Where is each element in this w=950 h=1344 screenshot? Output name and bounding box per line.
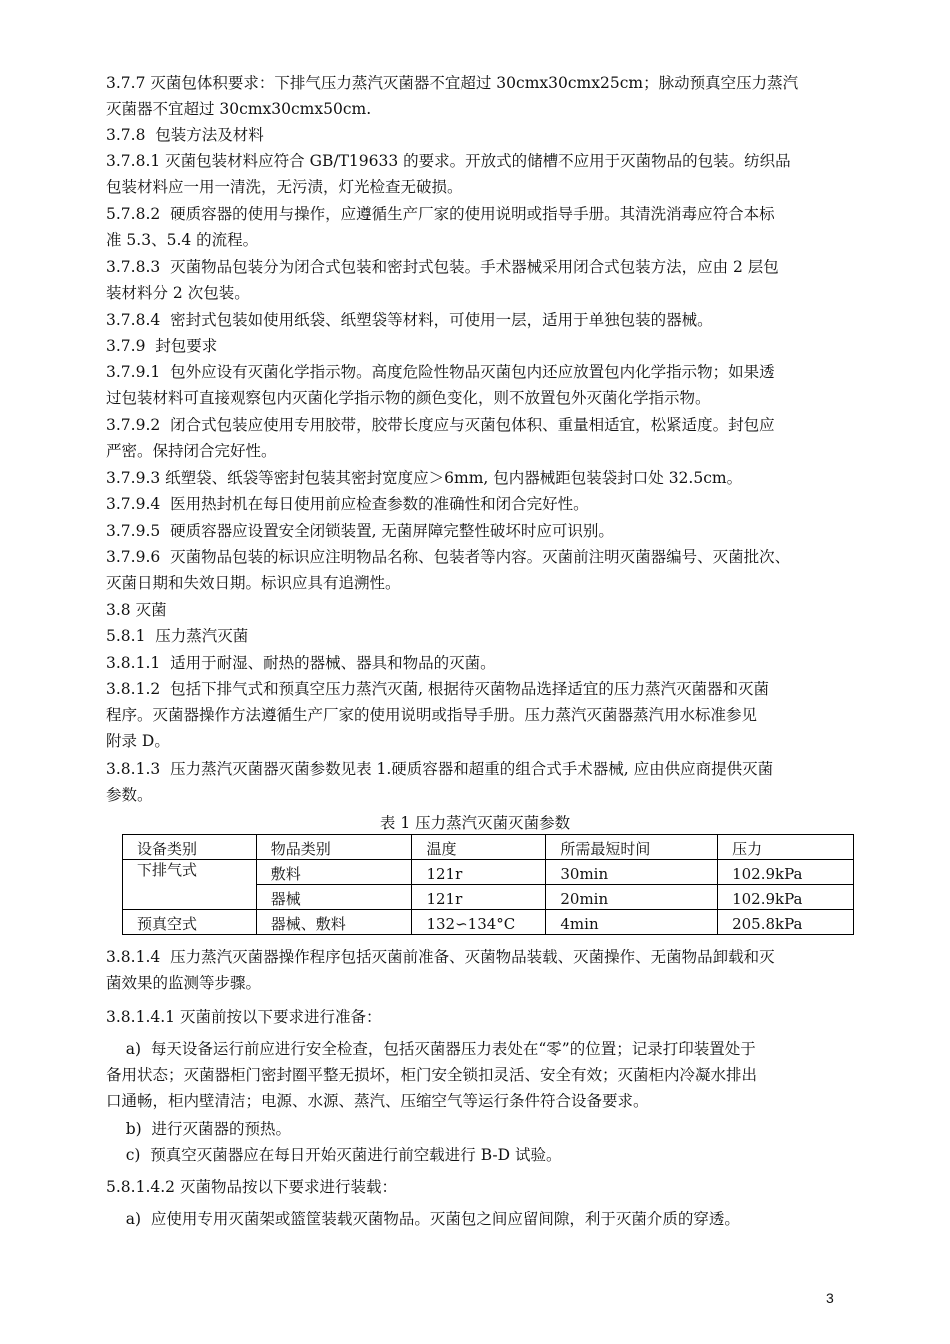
page-number: 3 [826,1290,834,1306]
table-header-cell: 温度 [412,835,546,860]
table-header-cell: 所需最短时间 [546,835,718,860]
paragraph: 3.7.9.1 包外应设有灭菌化学指示物。高度危险性物品灭菌包内还应放置包内化学指示物；如果透 过包装材料可直接观察包内灭菌化学指示物的颜色变化，则不放置包外灭菌化学指示物。 [106,363,775,407]
paragraph: 3.8.1.3 压力蒸汽灭菌器灭菌参数见表 1.硬质容器和超重的组合式手术器械, 应由供应商提供灭菌 参数。 [106,760,774,804]
table-header-cell: 物品类别 [256,835,412,860]
list-item: c) 预真空灭菌器应在每日开始灭菌进行前空载进行 B-D 试验。 [106,1146,562,1164]
list-item: a) 应使用专用灭菌架或篮筐装载灭菌物品。灭菌包之间应留间隙，利于灭菌介质的穿透。 [106,1210,740,1228]
table-cell: 下排气式 [123,860,257,910]
table-row [123,910,854,935]
table-cell: 预真空式 [123,910,257,935]
paragraph: 3.7.9.6 灭菌物品包装的标识应注明物品名称、包装者等内容。灭菌前注明灭菌器编号、灭菌批次、 灭菌日期和失效日期。标识应具有追溯性。 [106,548,791,592]
table-cell: 121r [412,885,546,910]
paragraph: 3.7.9.4 医用热封机在每日使用前应检查参数的准确性和闭合完好性。 [106,495,589,513]
table-cell: 器械 [256,885,412,910]
table-header-cell: 压力 [718,835,854,860]
list-item: a) 每天设备运行前应进行安全检查，包括灭菌器压力表处在“零”的位置；记录打印装置处于 备用状态；灭菌器柜门密封圈平整无损坏，柜门安全锁扣灵活、安全有效；灭菌柜内冷凝水排出 口通畅，柜内壁清洁；电源、水源、蒸汽、压缩空气等运行条件符合设备要求。 [106,1040,758,1110]
table-cell: 敷料 [256,860,412,885]
section-heading: 3.8 灭菌 [106,601,167,619]
section-heading: 3.7.8 包装方法及材料 [106,126,264,144]
paragraph: 3.8.1.1 适用于耐湿、耐热的器械、器具和物品的灭菌。 [106,654,496,672]
table-cell: 30min [546,860,718,885]
paragraph: 5.8.1.4.2 灭菌物品按以下要求进行装载： [106,1178,397,1196]
section-heading: 5.8.1 压力蒸汽灭菌 [106,627,249,645]
table-cell: 121r [412,860,546,885]
table-cell: 20min [546,885,718,910]
list-item: b) 进行灭菌器的预热。 [106,1120,292,1138]
section-heading: 3.7.9 封包要求 [106,337,218,355]
paragraph: 3.7.8.1 灭菌包装材料应符合 GB/T19633 的要求。开放式的储槽不应用于灭菌物品的包装。纺织品 包装材料应一用一清洗，无污渍，灯光检查无破损。 [106,152,791,196]
table-caption: 表 1 压力蒸汽灭菌灭菌参数 [379,814,571,832]
paragraph: 3.8.1.2 包括下排气式和预真空压力蒸汽灭菌, 根据待灭菌物品选择适宜的压力蒸汽灭菌器和灭菌 程序。灭菌器操作方法遵循生产厂家的使用说明或指导手册。压力蒸汽灭菌器蒸汽用水标准参见 附录 D。 [106,680,769,750]
paragraph: 3.8.1.4.1 灭菌前按以下要求进行准备： [106,1008,382,1026]
table-row [123,860,854,885]
table-header-row [123,835,854,860]
table-cell: 205.8kPa [718,910,854,935]
table-cell: 132∽134°C [412,910,546,935]
table-cell: 102.9kPa [718,885,854,910]
table-cell: 102.9kPa [718,860,854,885]
paragraph: 3.7.7 灭菌包体积要求：下排气压力蒸汽灭菌器不宜超过 30cmx30cmx25cm；脉动预真空压力蒸汽 灭菌器不宜超过 30cmx30cmx50cm. [106,74,799,118]
table-cell: 器械、敷料 [256,910,412,935]
table-header-cell: 设备类别 [123,835,257,860]
paragraph: 5.7.8.2 硬质容器的使用与操作，应遵循生产厂家的使用说明或指导手册。其清洗消毒应符合本标 准 5.3、5.4 的流程。 [106,205,775,249]
sterilization-parameters-table [122,834,854,935]
paragraph: 3.7.9.5 硬质容器应设置安全闭锁装置, 无菌屏障完整性破坏时应可识别。 [106,522,614,540]
paragraph: 3.7.9.2 闭合式包装应使用专用胶带，胶带长度应与灭菌包体积、重量相适宜，松紧适度。封包应 严密。保持闭合完好性。 [106,416,775,460]
paragraph: 3.7.8.4 密封式包装如使用纸袋、纸塑袋等材料，可使用一层，适用于单独包装的器械。 [106,311,713,329]
paragraph: 3.7.9.3 纸塑袋、纸袋等密封包装其密封宽度应＞6mm, 包内器械距包装袋封口处 32.5cm。 [106,469,743,487]
paragraph: 3.8.1.4 压力蒸汽灭菌器操作程序包括灭菌前准备、灭菌物品装载、灭菌操作、无菌物品卸载和灭 菌效果的监测等步骤。 [106,948,775,992]
table-cell: 4min [546,910,718,935]
paragraph: 3.7.8.3 灭菌物品包装分为闭合式包装和密封式包装。手术器械采用闭合式包装方法，应由 2 层包 装材料分 2 次包装。 [106,258,779,302]
